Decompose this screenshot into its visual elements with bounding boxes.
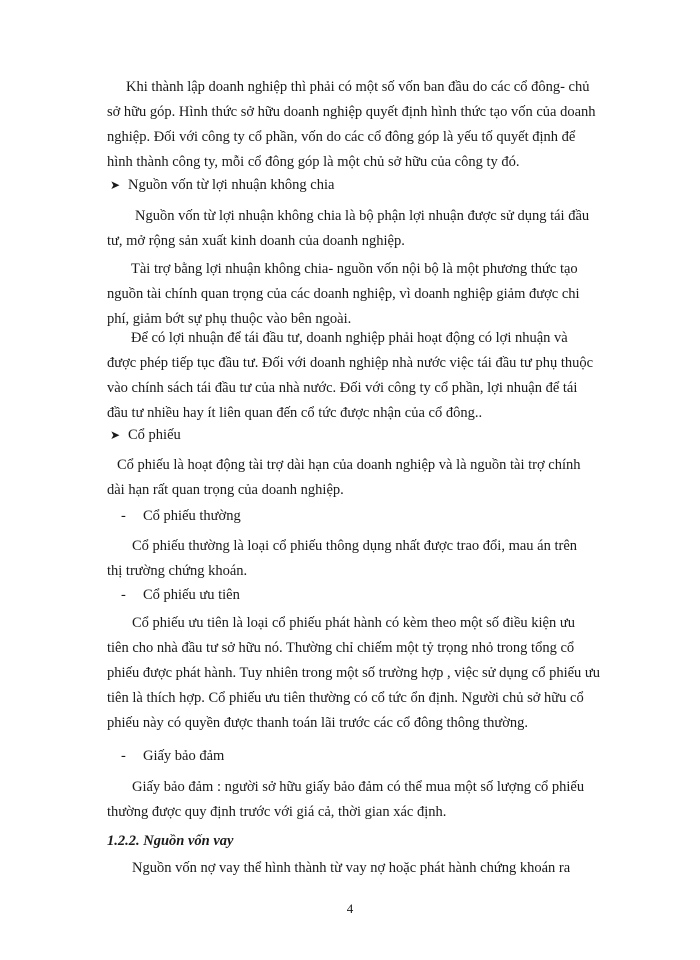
dash-label: Cổ phiếu thường bbox=[143, 508, 241, 524]
bullet-retained-earnings bbox=[110, 175, 334, 195]
text-line: Tài trợ bằng lợi nhuận không chia- nguồn vốn nội bộ là một phương thức tạo bbox=[131, 261, 578, 277]
dash-marker: - bbox=[121, 587, 126, 603]
text-line: tư, mở rộng sản xuất kinh doanh của doanh nghiệp. bbox=[107, 233, 405, 249]
paragraph-borrowed-capital bbox=[107, 856, 597, 881]
text-line: tiên cho nhà đầu tư sở hữu nó. Thường chỉ chiếm một tỷ trọng nhỏ trong tổng cổ bbox=[107, 640, 575, 656]
dash-label: Cổ phiếu ưu tiên bbox=[143, 587, 240, 603]
paragraph-internal-funding bbox=[107, 257, 597, 332]
arrow-bullet-icon: ➤ bbox=[110, 178, 121, 192]
bullet-label: Cổ phiếu bbox=[128, 427, 181, 443]
text-line: được phép tiếp tục đầu tư. Đối với doanh nghiệp nhà nước việc tái đầu tư phụ thuộc bbox=[107, 355, 594, 371]
text-line: thị trường chứng khoán. bbox=[107, 563, 248, 579]
bullet-shares bbox=[110, 425, 181, 445]
text-line: hình thành công ty, mỗi cổ đông góp là một chủ sở hữu của công ty đó. bbox=[107, 154, 520, 170]
text-line: sở hữu góp. Hình thức sở hữu doanh nghiệp quyết định hình thức tạo vốn của doanh bbox=[107, 104, 596, 120]
text-line: Cổ phiếu thường là loại cổ phiếu thông dụng nhất được trao đổi, mau án trên bbox=[132, 538, 578, 554]
paragraph-common-shares bbox=[107, 534, 597, 584]
text-line: phiếu được phát hành. Tuy nhiên trong một số trường hợp , việc sử dụng cổ phiếu ưu bbox=[107, 665, 601, 681]
text-line: dài hạn rất quan trọng của doanh nghiệp. bbox=[107, 482, 344, 498]
paragraph-preferred-shares bbox=[107, 611, 601, 736]
paragraph-founding-capital bbox=[107, 75, 597, 175]
dash-item-common-shares bbox=[121, 506, 241, 526]
paragraph-warrants bbox=[107, 775, 597, 825]
text-line: vào chính sách tái đầu tư của nhà nước. Đối với công ty cổ phần, lợi nhuận để tái bbox=[107, 380, 578, 396]
text-line: nghiệp. Đối với công ty cổ phần, vốn do các cổ đông góp là yếu tố quyết định để bbox=[107, 129, 576, 145]
text-line: Giấy bảo đảm : người sở hữu giấy bảo đảm có thể mua một số lượng cổ phiếu bbox=[132, 779, 585, 795]
text-line: Khi thành lập doanh nghiệp thì phải có một số vốn ban đầu do các cổ đông- chủ bbox=[126, 79, 590, 95]
text-line: Cổ phiếu ưu tiên là loại cổ phiếu phát hành có kèm theo một số điều kiện ưu bbox=[132, 615, 575, 631]
paragraph-retained-earnings bbox=[107, 204, 597, 254]
dash-item-preferred-shares bbox=[121, 585, 240, 605]
text-line: tiên là thích hợp. Cổ phiếu ưu tiên thường có cổ tức ổn định. Người chủ sở hữu cổ bbox=[107, 690, 584, 706]
text-line: phiếu này có quyền được thanh toán lãi trước các cổ đông thông thường. bbox=[107, 715, 529, 731]
text-line: Nguồn vốn nợ vay thể hình thành từ vay nợ hoặc phát hành chứng khoán ra bbox=[132, 860, 571, 876]
dash-marker: - bbox=[121, 748, 126, 764]
paragraph-reinvestment bbox=[107, 326, 597, 426]
text-line: phí, giảm bớt sự phụ thuộc vào bên ngoài. bbox=[107, 311, 352, 327]
page-number: 4 bbox=[346, 901, 354, 916]
bullet-label: Nguồn vốn từ lợi nhuận không chia bbox=[128, 177, 335, 193]
arrow-bullet-icon: ➤ bbox=[110, 428, 121, 442]
text-line: đầu tư nhiều hay ít liên quan đến cổ tức được nhận của cổ đông.. bbox=[107, 405, 483, 421]
text-line: Nguồn vốn từ lợi nhuận không chia là bộ phận lợi nhuận được sử dụng tái đầu bbox=[135, 208, 590, 224]
text-line: thường được quy định trước với giá cả, thời gian xác định. bbox=[107, 804, 447, 820]
text-line: Cổ phiếu là hoạt động tài trợ dài hạn của doanh nghiệp và là nguồn tài trợ chính bbox=[117, 457, 581, 473]
section-heading: 1.2.2. Nguồn vốn vay bbox=[107, 833, 234, 849]
paragraph-shares bbox=[107, 453, 597, 503]
text-line: nguồn tài chính quan trọng của các doanh nghiệp, vì doanh nghiệp giảm được chi bbox=[107, 286, 580, 302]
dash-marker: - bbox=[121, 508, 126, 524]
text-line: Để có lợi nhuận để tái đầu tư, doanh nghiệp phải hoạt động có lợi nhuận và bbox=[131, 330, 568, 346]
dash-item-warrants bbox=[121, 746, 224, 766]
dash-label: Giấy bảo đảm bbox=[143, 748, 225, 764]
